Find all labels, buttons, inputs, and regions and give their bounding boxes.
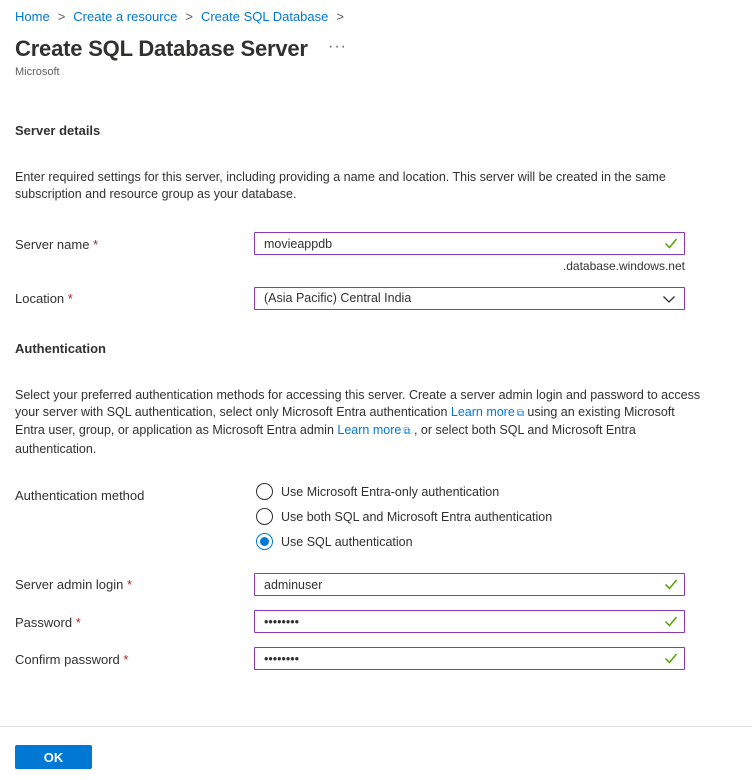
valid-check-icon (664, 235, 678, 251)
confirm-password-field[interactable] (254, 647, 685, 670)
location-selected-value: (Asia Pacific) Central India (264, 291, 412, 305)
admin-login-label: Server admin login * (15, 577, 133, 592)
admin-login-field[interactable] (254, 573, 685, 596)
breadcrumb (15, 9, 352, 24)
authentication-heading: Authentication (15, 341, 106, 356)
learn-more-link-1[interactable]: Learn more ⧉ (451, 405, 524, 419)
server-name-suffix: .database.windows.net (562, 259, 685, 273)
radio-circle[interactable] (256, 483, 273, 500)
server-details-description: Enter required settings for this server, including providing a name and location. This server will be created in the same subscription and resource group as your database. (15, 170, 666, 201)
radio-circle-checked[interactable] (256, 533, 273, 550)
external-link-icon: ⧉ (516, 407, 524, 419)
breadcrumb-create-sql-database[interactable]: Create SQL Database (200, 9, 329, 24)
confirm-password-label: Confirm password * (15, 652, 129, 667)
password-input[interactable] (255, 611, 650, 632)
required-marker: * (67, 291, 73, 306)
admin-login-input[interactable] (255, 574, 650, 595)
required-marker: * (123, 652, 129, 667)
required-marker: * (75, 615, 81, 630)
password-label: Password * (15, 615, 81, 630)
authentication-description: Select your preferred authentication methods for accessing this server. Create a server admin login and password to access your server with SQL authentication, select only Microsoft Entra authentication Learn more ⧉ using an existing Microsoft Entra user, group, or application as Microsoft Entra admin Learn more ⧉ , or select both SQL and Microsoft Entra authentication. (15, 388, 701, 456)
publisher-label: Microsoft (15, 66, 60, 78)
breadcrumb-home[interactable]: Home (15, 9, 50, 24)
server-details-heading: Server details (15, 123, 101, 138)
ok-button[interactable]: OK (15, 745, 92, 769)
radio-entra-only[interactable]: Use Microsoft Entra-only authentication (256, 483, 499, 500)
server-name-input[interactable] (255, 233, 650, 254)
page-title: Create SQL Database Server (15, 36, 308, 61)
server-name-field[interactable] (254, 232, 685, 255)
breadcrumb-create-resource[interactable]: Create a resource (73, 9, 178, 24)
confirm-password-input[interactable] (255, 648, 650, 669)
chevron-right-icon: > (336, 9, 344, 24)
radio-sql-auth[interactable]: Use SQL authentication (256, 533, 413, 550)
chevron-down-icon (662, 292, 676, 306)
chevron-right-icon: > (185, 9, 193, 24)
authentication-method-label: Authentication method (15, 488, 145, 503)
valid-check-icon (664, 576, 678, 592)
location-label: Location * (15, 291, 73, 306)
password-field[interactable] (254, 610, 685, 633)
radio-circle[interactable] (256, 508, 273, 525)
learn-more-link-2[interactable]: Learn more ⧉ (337, 423, 410, 437)
valid-check-icon (664, 613, 678, 629)
chevron-right-icon: > (57, 9, 66, 24)
footer-divider (0, 726, 752, 727)
location-dropdown[interactable] (254, 287, 685, 310)
radio-sql-and-entra[interactable]: Use both SQL and Microsoft Entra authentication (256, 508, 552, 525)
more-options-icon[interactable]: ··· (328, 38, 347, 55)
external-link-icon: ⧉ (403, 426, 411, 437)
server-name-label: Server name * (15, 237, 99, 252)
required-marker: * (127, 577, 133, 592)
required-marker: * (93, 237, 99, 252)
valid-check-icon (664, 650, 678, 666)
